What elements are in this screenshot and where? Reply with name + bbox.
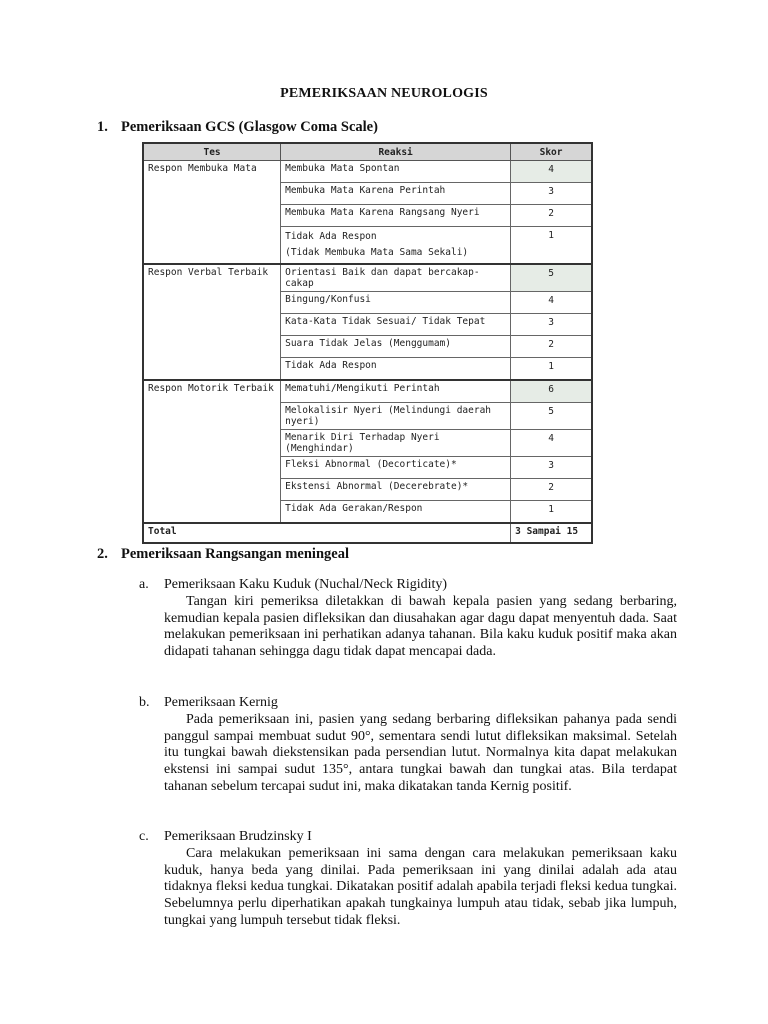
table-row (143, 264, 592, 292)
score-cell: 2 (511, 336, 592, 358)
score-cell: 3 (511, 314, 592, 336)
score-cell: 4 (511, 161, 592, 183)
reaction-cell: Fleksi Abnormal (Decorticate)* (281, 457, 511, 479)
table-total-row (143, 523, 592, 543)
score-cell: 6 (511, 380, 592, 403)
subsection-brudzinsky (139, 829, 677, 930)
total-label: Total (143, 523, 511, 543)
score-cell: 5 (511, 264, 592, 292)
subsection-letter: a. (139, 577, 149, 592)
score-cell: 5 (511, 403, 592, 430)
subsection-title-text: Pemeriksaan Kernig (164, 695, 278, 710)
section-number: 1. (97, 119, 108, 135)
section-heading-meningeal (97, 546, 349, 563)
section-title: Pemeriksaan Rangsangan meningeal (121, 546, 349, 562)
reaction-cell: Membuka Mata Spontan (281, 161, 511, 183)
test-name-eye: Respon Membuka Mata (143, 161, 281, 265)
subsection-title (139, 695, 677, 712)
test-name-motor: Respon Motorik Terbaik (143, 380, 281, 523)
table-header-row (143, 143, 592, 161)
header-reaksi: Reaksi (281, 143, 511, 161)
section-number: 2. (97, 546, 108, 562)
score-cell: 4 (511, 430, 592, 457)
subsection-paragraph: Cara melakukan pemeriksaan ini sama dengan cara melakukan pemeriksaan kaku kuduk, hanya beda yang dinilai. Pada pemeriksaan ini yang dinilai adalah ada atau tidaknya fleksi kedua tungkai. Dikatakan positif adalah apabila terjadi fleksi kedua tungkai. Sebelumnya perlu diperhatikan apakah tungkainya lumpuh atau tidak, sebab jika lumpuh, tungkai yang lumpuh tersebut tidak fleksi. (164, 845, 677, 928)
reaction-line: Tidak Ada Respon (285, 231, 377, 242)
reaction-cell: Tidak Ada Respon (281, 358, 511, 381)
subsection-title-text: Pemeriksaan Kaku Kuduk (Nuchal/Neck Rigidity) (164, 577, 448, 592)
score-cell: 3 (511, 183, 592, 205)
reaction-cell: Menarik Diri Terhadap Nyeri (Menghindar) (281, 430, 511, 457)
score-cell: 2 (511, 479, 592, 501)
table-row (143, 380, 592, 403)
reaction-cell: Membuka Mata Karena Rangsang Nyeri (281, 205, 511, 227)
subsection-kaku-kuduk (139, 577, 677, 661)
subsection-title (139, 577, 677, 594)
subsection-letter: b. (139, 695, 150, 710)
score-cell: 3 (511, 457, 592, 479)
reaction-cell (281, 227, 511, 265)
subsection-title (139, 829, 677, 846)
reaction-cell: Membuka Mata Karena Perintah (281, 183, 511, 205)
gcs-table (142, 142, 593, 544)
subsection-kernig (139, 695, 677, 796)
reaction-line: (Tidak Membuka Mata Sama Sekali) (285, 247, 469, 258)
reaction-cell: Ekstensi Abnormal (Decerebrate)* (281, 479, 511, 501)
reaction-cell: Suara Tidak Jelas (Menggumam) (281, 336, 511, 358)
total-value: 3 Sampai 15 (511, 523, 592, 543)
section-title: Pemeriksaan GCS (Glasgow Coma Scale) (121, 119, 378, 135)
score-cell: 2 (511, 205, 592, 227)
subsection-paragraph: Pada pemeriksaan ini, pasien yang sedang berbaring difleksikan pahanya pada sendi panggul sampai membuat sudut 90°, sementara sendi lutut difleksikan maksimal. Setelah itu tungkai bawah diekstensikan pada persendian lutut. Normalnya kita dapat melakukan ekstensi ini sampai sudut 135°, antara tungkai bawah dan tungkai atas. Bila terdapat tahanan sebelum tercapai sudut ini, maka dikatakan tanda Kernig positif. (164, 711, 677, 794)
header-skor: Skor (511, 143, 592, 161)
section-heading-gcs (97, 119, 378, 136)
score-cell: 1 (511, 358, 592, 381)
reaction-cell: Kata-Kata Tidak Sesuai/ Tidak Tepat (281, 314, 511, 336)
page-title: PEMERIKSAAN NEUROLOGIS (280, 86, 488, 101)
score-cell: 1 (511, 501, 592, 524)
reaction-cell: Bingung/Konfusi (281, 292, 511, 314)
score-cell: 4 (511, 292, 592, 314)
header-tes: Tes (143, 143, 281, 161)
subsection-title-text: Pemeriksaan Brudzinsky I (164, 829, 312, 844)
reaction-cell: Orientasi Baik dan dapat bercakap-cakap (281, 264, 511, 292)
reaction-cell: Mematuhi/Mengikuti Perintah (281, 380, 511, 403)
table-row (143, 161, 592, 183)
reaction-cell: Tidak Ada Gerakan/Respon (281, 501, 511, 524)
reaction-cell: Melokalisir Nyeri (Melindungi daerah nyeri) (281, 403, 511, 430)
test-name-verbal: Respon Verbal Terbaik (143, 264, 281, 380)
score-cell: 1 (511, 227, 592, 265)
subsection-paragraph: Tangan kiri pemeriksa diletakkan di bawah kepala pasien yang sedang berbaring, kemudian kepala pasien difleksikan dan diusahakan agar dagu dapat menyentuh dada. Saat melakukan pemeriksaan ini perhatikan adanya tahanan. Bila kaku kuduk positif maka akan didapati tahanan sehingga dagu tidak dapat mencapai dada. (164, 593, 677, 660)
subsection-letter: c. (139, 829, 149, 844)
